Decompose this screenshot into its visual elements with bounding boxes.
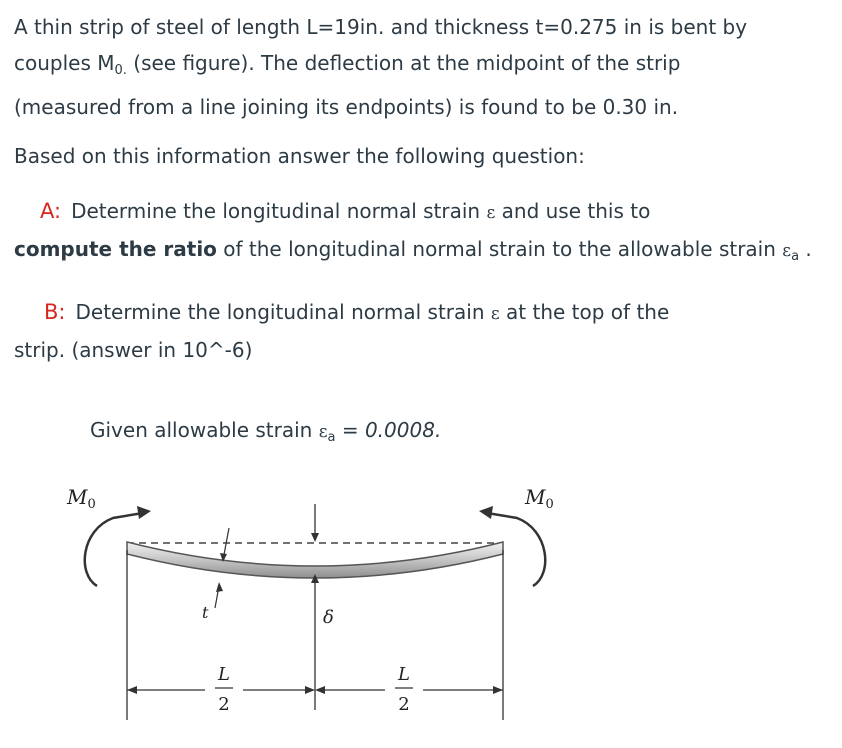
problem-statement bbox=[14, 9, 834, 125]
question-a-text-3: of the longitudinal normal strain to the allowable strain bbox=[216, 237, 783, 261]
allowable-strain-symbol: ε bbox=[782, 241, 792, 261]
intro-line-2-end: (see figure). The deflection at the midpoint of the strip bbox=[126, 51, 681, 75]
strain-symbol: ε bbox=[486, 203, 496, 223]
question-a bbox=[14, 193, 834, 275]
thickness-label: t bbox=[202, 603, 209, 622]
steel-strip bbox=[127, 542, 503, 578]
allowable-strain-subscript: a bbox=[791, 249, 800, 264]
allowable-strain-subscript: a bbox=[327, 430, 336, 445]
dimension-arrowhead-left bbox=[127, 686, 137, 694]
question-b-text-2: at the top of the bbox=[499, 300, 670, 324]
moment-left-label: $M_0$ bbox=[67, 485, 96, 512]
moment-left-arrowhead bbox=[137, 506, 151, 519]
bent-strip-figure bbox=[55, 478, 575, 743]
question-b-text-1: Determine the longitudinal normal strain bbox=[75, 300, 491, 324]
half-length-left-denominator: 2 bbox=[218, 694, 230, 715]
half-length-right-denominator: 2 bbox=[398, 694, 410, 715]
moment-right-label: $M_0$ bbox=[525, 485, 554, 512]
half-length-right-numerator: L bbox=[398, 664, 410, 685]
given-value: = 0.0008. bbox=[335, 418, 442, 442]
question-a-text-2: and use this to bbox=[495, 199, 651, 223]
question-a-text-1: Determine the longitudinal normal strain bbox=[71, 199, 487, 223]
question-a-bold: compute the ratio bbox=[14, 237, 217, 261]
intro-line-1: A thin strip of steel of length L=19in. and thickness t=0.275 in is bent by bbox=[14, 15, 748, 39]
half-length-left-numerator: L bbox=[218, 664, 230, 685]
thickness-arrowhead-bottom bbox=[216, 582, 223, 592]
deflection-arrowhead-top bbox=[311, 533, 319, 542]
intro-line-3: (measured from a line joining its endpoints) is found to be 0.30 in. bbox=[14, 95, 679, 119]
moment-right-arrowhead bbox=[479, 506, 493, 519]
intro-moment-subscript: 0. bbox=[114, 63, 127, 78]
allowable-strain-symbol: ε bbox=[318, 422, 328, 442]
question-b bbox=[14, 294, 834, 368]
question-b-label: B: bbox=[44, 300, 66, 324]
intro-line-2-start: couples M bbox=[14, 51, 115, 75]
question-a-label: A: bbox=[40, 199, 62, 223]
instruction: Based on this information answer the following question: bbox=[14, 144, 585, 168]
dimension-arrowhead-right bbox=[493, 686, 503, 694]
strain-symbol: ε bbox=[490, 304, 500, 324]
given-allowable-strain bbox=[90, 412, 441, 456]
given-text: Given allowable strain bbox=[90, 418, 319, 442]
dimension-arrowhead-mid-left bbox=[305, 686, 315, 694]
question-a-end: . bbox=[799, 237, 812, 261]
deflection-label: δ bbox=[323, 607, 334, 628]
question-b-text-3: strip. (answer in 10^-6) bbox=[14, 338, 253, 362]
